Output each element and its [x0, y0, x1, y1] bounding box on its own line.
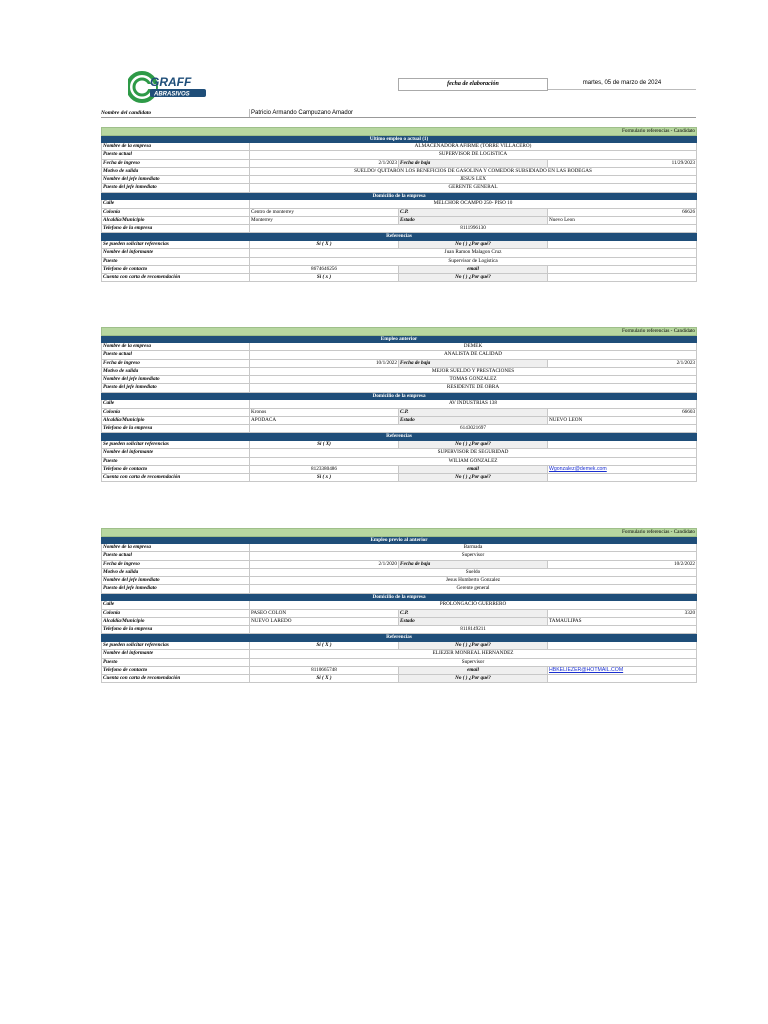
colonia-label: Colonia: [102, 208, 250, 216]
boss-label: Nombre del jefe inmediato: [102, 376, 250, 384]
email-value[interactable]: HBKELIEZER@HOTMAIL.COM: [548, 666, 697, 674]
boss-value: JESUS LEX: [250, 176, 697, 184]
contact-phone-value: 8674646256: [250, 265, 399, 273]
logo-text: GRAFF: [150, 75, 192, 89]
reason-value: MEJOR SUELDO Y PRESTACIONES: [250, 367, 697, 375]
letter-label: Cuenta con carta de recomendación: [102, 474, 250, 482]
state-value: Nuevo Leon: [548, 216, 697, 224]
street-value: MELCHOR OCAMPO 250- PISO 10: [250, 200, 697, 208]
email-label: email: [399, 666, 548, 674]
start-value: 2/1/2020: [250, 560, 399, 568]
municipio-value: APODACA: [250, 416, 399, 424]
state-value: TAMAULIPAS: [548, 617, 697, 625]
end-value: 10/2/2022: [548, 560, 697, 568]
letter-no[interactable]: No ( ) ¿Por qué?: [399, 274, 548, 282]
cp-label: C.P.: [399, 208, 548, 216]
email-label: email: [399, 265, 548, 273]
employment-section-3: [101, 528, 696, 683]
boss-value: TOMAS GONZALEZ: [250, 376, 697, 384]
graff-abrasivos-logo: [128, 70, 210, 104]
address-title: Domicilio de la empresa: [102, 392, 697, 400]
ask-references-label: Se pueden solicitar referencias: [102, 440, 250, 448]
cp-label: C.P.: [399, 408, 548, 416]
start-value: 2/1/2023: [250, 159, 399, 167]
boss-position-value: Gerente general: [250, 585, 697, 593]
address-title: Domicilio de la empresa: [102, 593, 697, 601]
email-label: email: [399, 465, 548, 473]
candidate-label: Nombre del candidato: [101, 109, 250, 117]
position-value: SUPERVISOR DE LOGISTICA: [250, 151, 697, 159]
informant-label: Nombre del informante: [102, 650, 250, 658]
contact-phone-value: 8110665748: [250, 666, 399, 674]
reason-label: Motivo de salida: [102, 167, 250, 175]
references-title: Referencias: [102, 433, 697, 441]
company-label: Nombre de la empresa: [102, 544, 250, 552]
letter-no[interactable]: No ( ) ¿Por qué?: [399, 675, 548, 683]
colonia-label: Colonia: [102, 408, 250, 416]
boss-label: Nombre del jefe inmediato: [102, 577, 250, 585]
informant-position-value: Supervisor de Logistica: [250, 257, 697, 265]
references-title: Referencias: [102, 634, 697, 642]
ask-references-label: Se pueden solicitar referencias: [102, 240, 250, 248]
contact-phone-label: Telefono de contacto: [102, 265, 250, 273]
cp-value: 66603: [548, 408, 697, 416]
colonia-value: Kronos: [250, 408, 399, 416]
municipio-label: Alcaldía/Municipio: [102, 416, 250, 424]
boss-position-value: RESIDENTE DE OBRA: [250, 384, 697, 392]
position-value: ANALISTA DE CALIDAD: [250, 351, 697, 359]
company-value: DEMEK: [250, 343, 697, 351]
boss-label: Nombre del jefe inmediato: [102, 176, 250, 184]
candidate-name: Patricio Armando Campuzano Amador: [251, 110, 354, 116]
end-label: Fecha de baja: [399, 159, 548, 167]
cp-value: 3320: [548, 609, 697, 617]
date-value: martes, 05 de marzo de 2024: [548, 78, 696, 90]
cp-value: 66626: [548, 208, 697, 216]
street-label: Calle: [102, 200, 250, 208]
reason-label: Motivo de salida: [102, 568, 250, 576]
letter-yes[interactable]: Si ( X ): [250, 675, 399, 683]
municipio-label: Alcaldía/Municipio: [102, 216, 250, 224]
end-label: Fecha de baja: [399, 560, 548, 568]
state-label: Estado: [399, 617, 548, 625]
position-value: Supervisor: [250, 552, 697, 560]
municipio-value: Monterrey: [250, 216, 399, 224]
position-label: Puesto actual: [102, 151, 250, 159]
company-phone-value: 6143021697: [250, 425, 697, 433]
section-title: Empleo anterior: [102, 335, 697, 343]
colonia-label: Colonia: [102, 609, 250, 617]
state-value: NUEVO LEON: [548, 416, 697, 424]
ask-references-yes[interactable]: Si ( X ): [250, 641, 399, 649]
email-value[interactable]: Wgonzalez@demek.com: [548, 465, 697, 473]
letter-no[interactable]: No ( ) ¿Por qué?: [399, 474, 548, 482]
employment-section-2: [101, 327, 696, 482]
reason-value: SUELDO/ QUITARON LOS BENEFICIOS DE GASOLINA Y COMEDOR SUBSIDIADO EN LAS BODEGAS: [250, 167, 697, 175]
informant-label: Nombre del informante: [102, 249, 250, 257]
company-label: Nombre de la empresa: [102, 343, 250, 351]
colonia-value: PASEO COLON: [250, 609, 399, 617]
ask-references-yes[interactable]: Si ( X): [250, 440, 399, 448]
references-title: Referencias: [102, 233, 697, 241]
boss-position-label: Puesto del jefe inmediato: [102, 384, 250, 392]
letter-label: Cuenta con carta de recomendación: [102, 675, 250, 683]
position-label: Puesto actual: [102, 351, 250, 359]
informant-value: ELIEZER MONREAL HERNANDEZ: [250, 650, 697, 658]
company-value: Barmada: [250, 544, 697, 552]
company-value: ALMACENADORA AFIRME (TORRE VILLACERO): [250, 143, 697, 151]
form-label: Formulario referencias - Candidato: [102, 328, 697, 336]
end-label: Fecha de baja: [399, 359, 548, 367]
ask-references-yes[interactable]: Si ( X ): [250, 240, 399, 248]
company-phone-label: Telefono de la empresa: [102, 225, 250, 233]
contact-phone-label: Telefono de contacto: [102, 465, 250, 473]
start-value: 10/1/2022: [250, 359, 399, 367]
ask-references-no[interactable]: No ( ) ¿Por qué?: [399, 641, 548, 649]
letter-label: Cuenta con carta de recomendación: [102, 274, 250, 282]
cp-label: C.P.: [399, 609, 548, 617]
position-label: Puesto actual: [102, 552, 250, 560]
contact-phone-value: 8123380486: [250, 465, 399, 473]
reason-label: Motivo de salida: [102, 367, 250, 375]
street-label: Calle: [102, 400, 250, 408]
company-phone-value: 8111996130: [250, 225, 697, 233]
boss-position-label: Puesto del jefe inmediato: [102, 184, 250, 192]
start-label: Fecha de ingreso: [102, 159, 250, 167]
start-label: Fecha de ingreso: [102, 560, 250, 568]
colonia-value: Centro de monterrey: [250, 208, 399, 216]
section-title: Empleo previo al anterior: [102, 536, 697, 544]
start-label: Fecha de ingreso: [102, 359, 250, 367]
end-value: 11/29/2023: [548, 159, 697, 167]
state-label: Estado: [399, 416, 548, 424]
ask-references-no[interactable]: No ( ) ¿Por qué?: [399, 240, 548, 248]
date-label: fecha de elaboración: [398, 78, 548, 91]
logo-subtext: ABRASIVOS: [154, 91, 190, 98]
informant-value: SUPERVISOR DE SEGURIDAD: [250, 449, 697, 457]
boss-position-value: GERENTE GENERAL: [250, 184, 697, 192]
company-phone-value: 8118149211: [250, 626, 697, 634]
company-phone-label: Telefono de la empresa: [102, 425, 250, 433]
form-label: Formulario referencias - Candidato: [102, 128, 697, 136]
ask-references-label: Se pueden solicitar referencias: [102, 641, 250, 649]
street-label: Calle: [102, 601, 250, 609]
company-phone-label: Telefono de la empresa: [102, 626, 250, 634]
informant-label: Nombre del informante: [102, 449, 250, 457]
company-label: Nombre de la empresa: [102, 143, 250, 151]
candidate-row: [101, 109, 696, 118]
address-title: Domicilio de la empresa: [102, 192, 697, 200]
informant-position-value: Supervisor: [250, 658, 697, 666]
informant-position-value: WILIAM GONZALEZ: [250, 457, 697, 465]
municipio-label: Alcaldía/Municipio: [102, 617, 250, 625]
informant-value: Juan Ramon Malagon Cruz: [250, 249, 697, 257]
section-title: Ultimo empleo o actual (1): [102, 135, 697, 143]
email-value[interactable]: [548, 265, 697, 273]
informant-position-label: Puesto: [102, 457, 250, 465]
informant-position-label: Puesto: [102, 257, 250, 265]
ask-references-no[interactable]: No ( ) ¿Por qué?: [399, 440, 548, 448]
end-value: 2/1/2023: [548, 359, 697, 367]
employment-section-1: [101, 127, 696, 282]
street-value: PROLONGACIO GUERRERO: [250, 601, 697, 609]
municipio-value: NUEVO LAREDO: [250, 617, 399, 625]
form-label: Formulario referencias - Candidato: [102, 529, 697, 537]
letter-yes[interactable]: Si ( x ): [250, 274, 399, 282]
informant-position-label: Puesto: [102, 658, 250, 666]
letter-yes[interactable]: Si ( x ): [250, 474, 399, 482]
boss-value: Jesus Humberto Gonzalez: [250, 577, 697, 585]
reason-value: Sueldo: [250, 568, 697, 576]
street-value: AV INDUSTRIAS 138: [250, 400, 697, 408]
state-label: Estado: [399, 216, 548, 224]
contact-phone-label: Telefono de contacto: [102, 666, 250, 674]
boss-position-label: Puesto del jefe inmediato: [102, 585, 250, 593]
